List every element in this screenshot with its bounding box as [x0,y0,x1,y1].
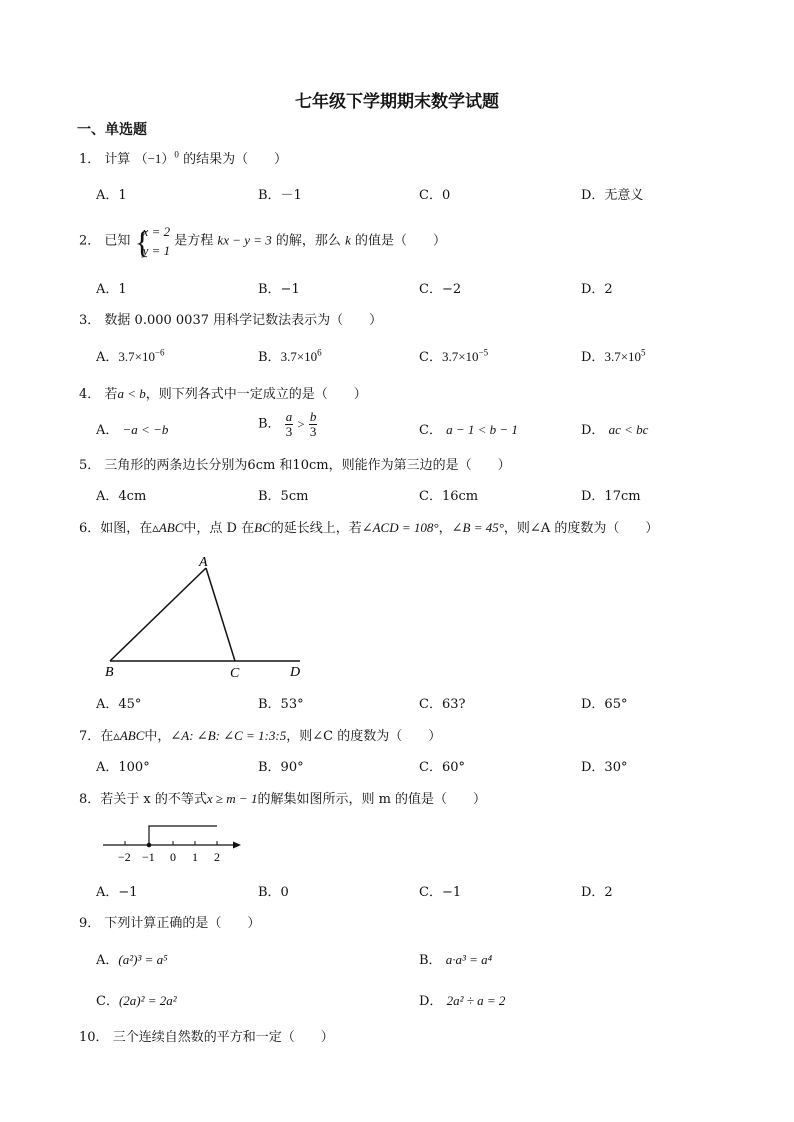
option-b[interactable]: B．90° [258,760,304,775]
option-c[interactable]: C．$3.7\times 10^{-5}$ [419,347,489,365]
option-b[interactable]: B．5cm [258,489,309,504]
option-a[interactable]: A．45° [96,697,142,712]
option-b[interactable]: B．53° [258,697,304,712]
question-text: 的延长线上，若 [270,521,362,536]
number-line-figure [98,818,248,866]
question-2 [79,222,446,260]
option-d[interactable]: D．2 [581,282,613,297]
question-number: 7． [79,729,101,744]
question-number: 2． [79,233,101,249]
option-c[interactable]: C．(2a)² = 2a² [96,993,177,1009]
option-b[interactable]: B．$3.7\times 10^6$ [258,347,322,365]
option-a[interactable]: A．1 [96,188,127,203]
solid-point [147,843,152,848]
option-d[interactable]: D．17cm [581,489,641,504]
option-d[interactable]: D． ac < bc [581,422,649,438]
question-number: 5． [79,458,101,473]
option-b[interactable]: B． $\frac{a}{3}$ > $\frac{b}{3}$ [258,409,317,439]
tick-label: −2 [118,850,131,864]
option-d[interactable]: D．2 [581,885,613,900]
math-variable: k [345,232,351,248]
option-c[interactable]: C．60° [419,760,465,775]
math-expression: a < b [117,386,146,401]
question-text: 数据 0.000 0037 用科学记数法表示为（ ） [104,313,383,328]
question-text: 是方程 [174,233,214,249]
question-text: 中， [144,729,171,744]
question-text: 的值是（ ） [355,233,447,249]
tick-label: 2 [214,850,220,864]
question-1 [79,150,287,169]
option-c[interactable]: C． a − 1 < b − 1 [419,422,518,438]
option-a[interactable]: A．(a²)³ = a⁵ [96,952,168,968]
question-number: 6． [79,521,101,536]
option-d[interactable]: D．无意义 [581,188,644,203]
question-6: 6．如图，在▵ABC中，点 D 在BC的延长线上，若∠ACD = 108°，∠B = 45°，则∠A 的度数为（ ） [79,520,659,536]
question-text: 三角形的两条边长分别为6cm 和10cm，则能作为第三边的是（ ） [104,458,511,473]
math-expression: ∠ACD = 108° [361,520,439,535]
question-text: 计算 [104,152,131,167]
question-number: 1． [79,152,101,167]
question-text: ，则下列各式中一定成立的是（ ） [145,387,367,402]
option-c[interactable]: C．0 [419,188,451,203]
question-number: 9． [79,916,101,931]
question-text: 下列计算正确的是（ ） [104,916,261,931]
section-heading: 一、单选题 [77,122,147,138]
option-a[interactable]: A．1 [96,282,127,297]
question-text: ，则∠A 的度数为（ ） [503,521,659,536]
option-d[interactable]: D．$3.7\times 10^5$ [581,347,646,365]
math-expression: ∠B = 45° [451,520,504,535]
question-number: 4． [79,387,101,402]
question-number: 10． [79,1030,109,1045]
math-expression: $(-1)^0$ [134,149,179,166]
tick-label: −1 [142,850,155,864]
option-c[interactable]: C．−1 [419,885,462,900]
question-text: 如图，在 [100,521,153,536]
triangle-figure [100,552,310,682]
math-expression: ▵ABC [113,728,145,743]
line-ac [206,568,235,661]
question-text: 的解集如图所示，则 m 的值是（ ） [257,792,487,807]
question-10 [79,1029,334,1047]
solution-bracket [149,826,217,845]
question-text: 的解，那么 [275,233,341,249]
equation-system: { x = 2 y = 1 [134,224,171,260]
question-3 [79,312,382,330]
question-text: 若关于 x 的不等式 [100,792,207,807]
option-d[interactable]: D． 2a² ÷ a = 2 [419,993,506,1009]
question-text: 若 [104,387,118,402]
vertex-label-c: C [230,666,240,681]
question-5 [79,457,511,475]
arrow-head-icon [233,842,241,849]
line-ab [110,568,206,661]
option-a[interactable]: A．−1 [96,885,138,900]
question-7 [79,727,441,746]
question-text: 在 [100,729,114,744]
option-b[interactable]: B．−1 [258,282,300,297]
option-c[interactable]: C．16cm [419,489,479,504]
tick-label: 1 [192,850,198,864]
question-9 [79,915,260,933]
option-b[interactable]: B． a·a³ = a⁴ [419,952,493,968]
vertex-label-d: D [290,665,301,680]
option-c[interactable]: C．−2 [419,282,462,297]
vertex-label-b: B [105,665,114,680]
tick-label: 0 [170,850,176,864]
question-number: 8． [79,792,101,807]
option-c[interactable]: C．63? [419,697,466,712]
math-expression: kx − y = 3 [217,232,272,248]
option-b[interactable]: B．0 [258,885,289,900]
option-d[interactable]: D．65° [581,697,628,712]
math-expression: ▵ABC [152,520,184,535]
option-d[interactable]: D．30° [581,760,628,775]
question-text: 中，点 D 在 [183,521,255,536]
question-text: 三个连续自然数的平方和一定（ ） [112,1030,334,1045]
option-a[interactable]: A．4cm [96,489,147,504]
math-expression: BC [254,520,271,535]
math-expression: ∠A: ∠B: ∠C = 1:3:5 [170,728,287,743]
question-4 [79,385,367,404]
vertex-label-a: A [199,555,208,570]
option-a[interactable]: A．$3.7\times 10^{-6}$ [96,347,165,365]
option-a[interactable]: A． −a < −b [96,422,169,438]
option-b[interactable]: B．－1 [258,188,302,203]
question-text: 的结果为（ ） [183,152,288,167]
option-a[interactable]: A．100° [96,760,150,775]
question-number: 3． [79,313,101,328]
question-8 [79,790,486,809]
question-text: 已知 [104,233,131,249]
question-text: ，则∠C 的度数为（ ） [286,729,442,744]
page-title: 七年级下学期期末数学试题 [295,92,499,112]
math-expression: x ≥ m − 1 [206,791,258,806]
